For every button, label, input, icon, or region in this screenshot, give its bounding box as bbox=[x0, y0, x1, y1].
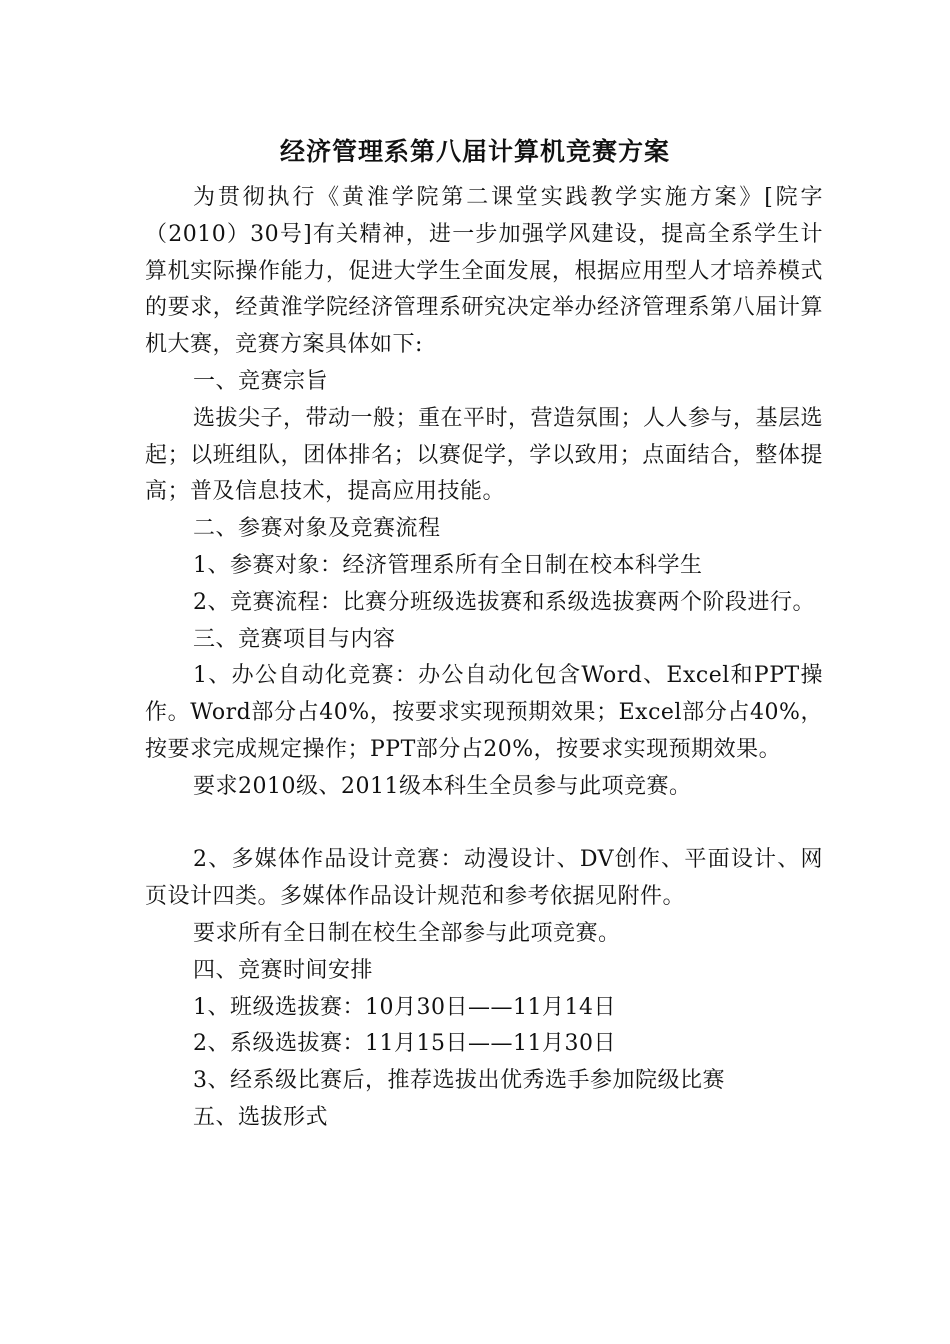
heading-items: 三、竞赛项目与内容 bbox=[193, 626, 396, 652]
page-title: 经济管理系第八届计算机竞赛方案 bbox=[279, 137, 670, 166]
paragraph-multimedia-contest: 2、多媒体作品设计竞赛：动漫设计、DV创作、平面设计、网页设计四类。多媒体作品设计规范和参考依据见附件。 bbox=[145, 847, 823, 910]
paragraph-intro: 为贯彻执行《黄淮学院第二课堂实践教学实施方案》[院字（2010）30号]有关精神，进一步加强学风建设，提高全系学生计算机实际操作能力，促进大学生全面发展，根据应用型人才培养模式的要求，经黄淮学院经济管理系研究决定举办经济管理系第八届计算机大赛，竞赛方案具体如下: bbox=[145, 185, 823, 358]
heading-schedule: 四、竞赛时间安排 bbox=[193, 957, 374, 983]
paragraph-office-requirement: 要求2010级、2011级本科生全员参与此项竞赛。 bbox=[193, 773, 692, 799]
document-body bbox=[145, 180, 823, 1137]
heading-participants: 二、参赛对象及竞赛流程 bbox=[193, 516, 441, 542]
heading-selection-format: 五、选拔形式 bbox=[193, 1104, 329, 1130]
schedule-department-round: 2、系级选拔赛：11月15日——11月30日 bbox=[193, 1031, 616, 1057]
paragraph-office-contest: 1、办公自动化竞赛：办公自动化包含Word、Excel和PPT操作。Word部分占40%，按要求实现预期效果；Excel部分占40%，按要求完成规定操作；PPT部分占20%，按要求实现预期效果。 bbox=[145, 663, 823, 762]
paragraph-purpose: 选拔尖子，带动一般；重在平时，营造氛围；人人参与，基层选起；以班组队，团体排名；以赛促学，学以致用；点面结合，整体提高；普及信息技术，提高应用技能。 bbox=[145, 405, 824, 505]
schedule-class-round: 1、班级选拔赛：10月30日——11月14日 bbox=[193, 994, 616, 1020]
schedule-college-recommendation: 3、经系级比赛后，推荐选拔出优秀选手参加院级比赛 bbox=[193, 1068, 725, 1094]
blank-line bbox=[145, 806, 823, 843]
heading-purpose: 一、竞赛宗旨 bbox=[193, 368, 329, 394]
paragraph-participants: 1、参赛对象：经济管理系所有全日制在校本科学生 bbox=[193, 552, 703, 578]
paragraph-multimedia-requirement: 要求所有全日制在校生全部参与此项竞赛。 bbox=[193, 920, 621, 946]
paragraph-process: 2、竞赛流程：比赛分班级选拔赛和系级选拔赛两个阶段进行。 bbox=[193, 589, 815, 615]
